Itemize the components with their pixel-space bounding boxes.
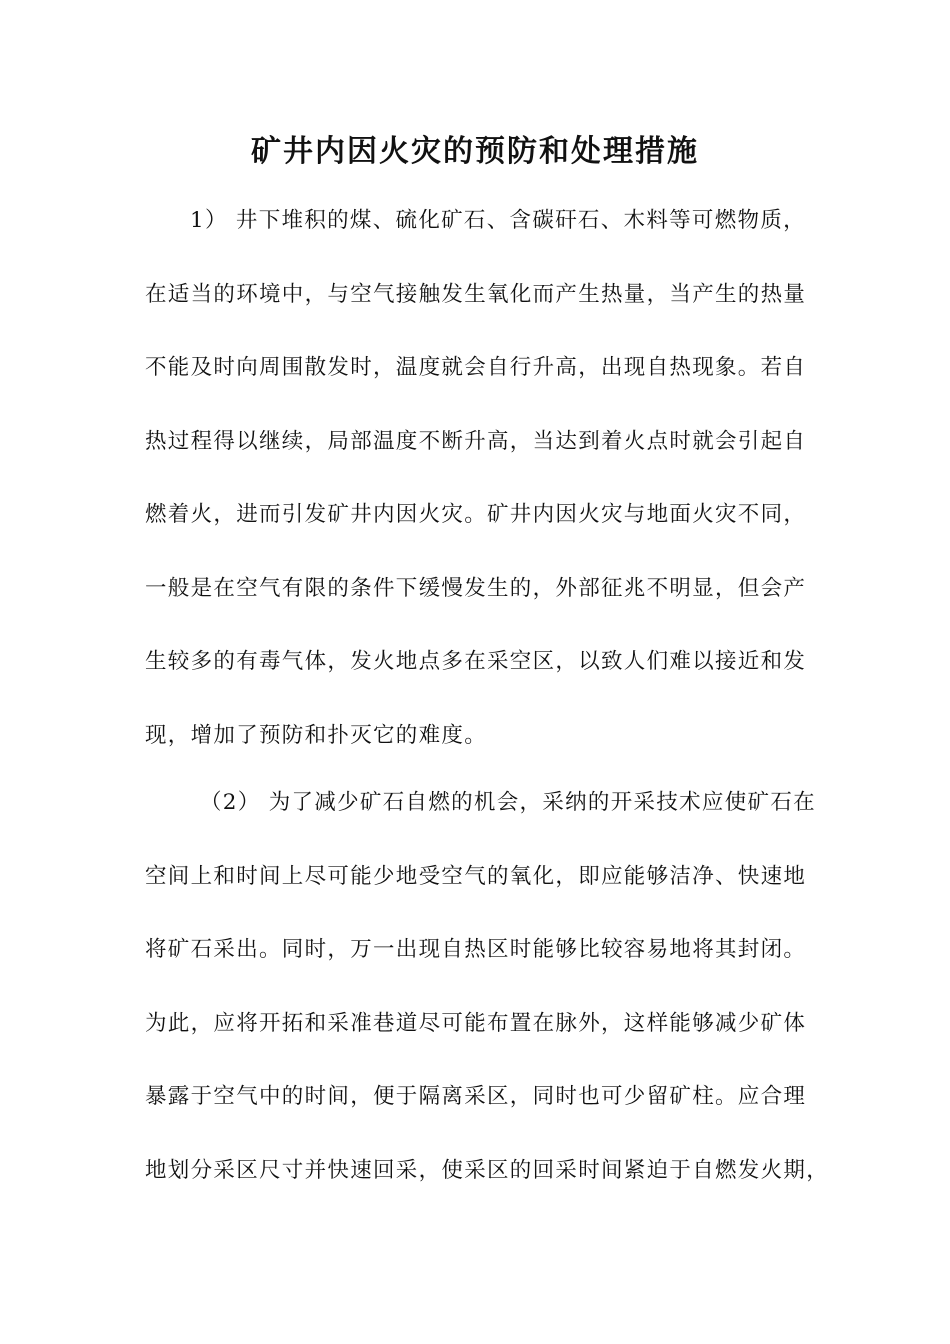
paragraph-line: 热过程得以继续，局部温度不断升高，当达到着火点时就会引起自 <box>145 429 807 454</box>
paragraph-line: 将矿石采出。同时，万一出现自热区时能够比较容易地将其封闭。 <box>145 937 807 962</box>
paragraph-line: （2） 为了减少矿石自燃的机会，采纳的开采技术应使矿石在 <box>200 790 816 815</box>
paragraph-line: 在适当的环境中，与空气接触发生氧化而产生热量，当产生的热量 <box>145 282 807 307</box>
paragraph-line: 暴露于空气中的时间，便于隔离采区，同时也可少留矿柱。应合理 <box>145 1084 807 1109</box>
paragraph-line: 为此，应将开拓和采准巷道尽可能布置在脉外，这样能够减少矿体 <box>145 1011 807 1036</box>
paragraph-line: 地划分采区尺寸并快速回采，使采区的回采时间紧迫于自燃发火期， <box>145 1158 830 1183</box>
paragraph-line: 1） 井下堆积的煤、硫化矿石、含碳矸石、木料等可燃物质， <box>190 208 806 233</box>
paragraph-line: 不能及时向周围散发时，温度就会自行升高，出现自热现象。若自 <box>145 355 807 380</box>
paragraph-line: 现，增加了预防和扑灭它的难度。 <box>145 723 488 748</box>
paragraph-line: 燃着火，进而引发矿井内因火灾。矿井内因火灾与地面火灾不同， <box>145 502 807 527</box>
document-title: 矿井内因火灾的预防和处理措施 <box>251 134 699 169</box>
paragraph-line: 生较多的有毒气体，发火地点多在采空区，以致人们难以接近和发 <box>145 649 807 674</box>
paragraph-line: 一般是在空气有限的条件下缓慢发生的，外部征兆不明显，但会产 <box>145 576 807 601</box>
paragraph-line: 空间上和时间上尽可能少地受空气的氧化，即应能够洁净、快速地 <box>145 864 807 889</box>
